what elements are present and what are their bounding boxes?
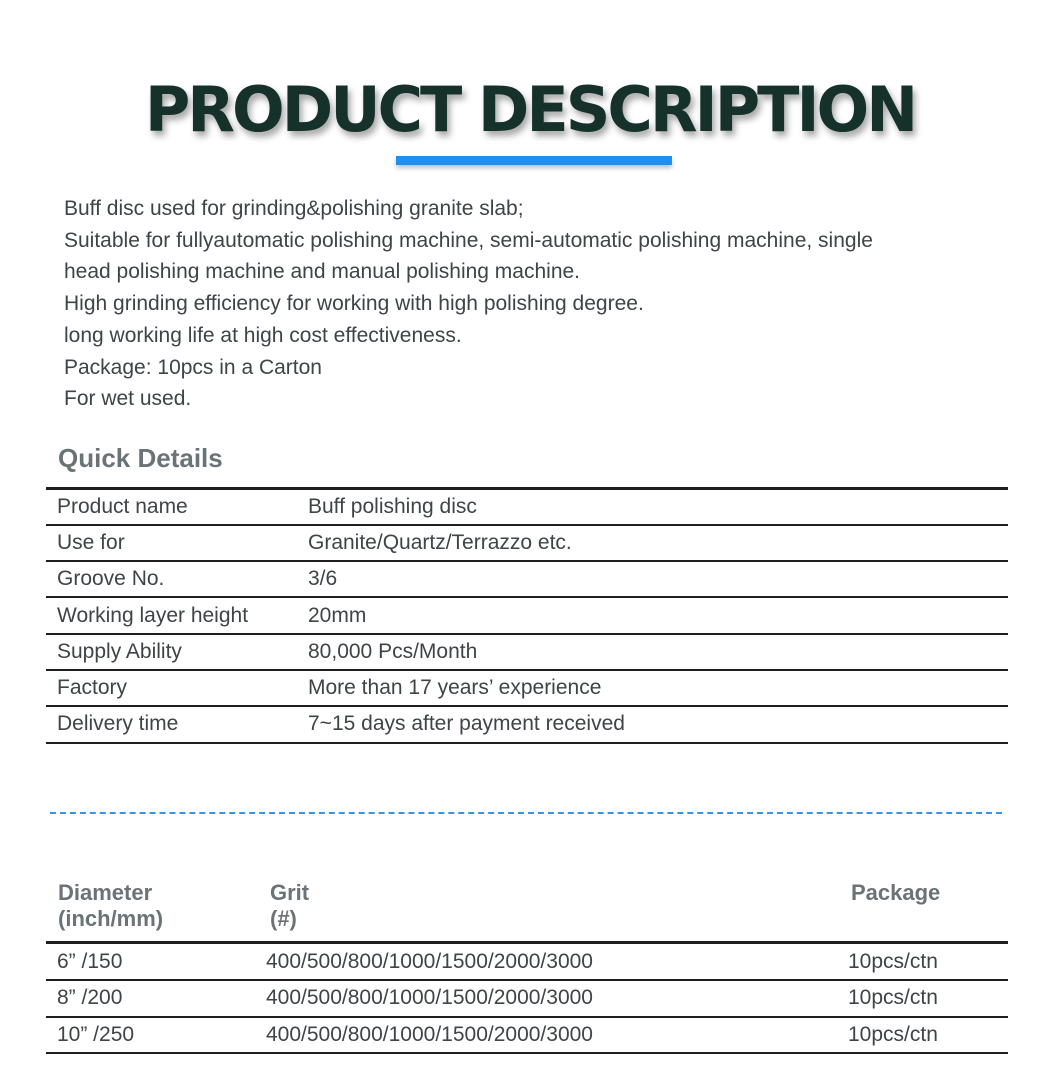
detail-value: 20mm: [308, 597, 1008, 633]
quick-details-title: Quick Details: [58, 443, 223, 473]
detail-value: 3/6: [308, 561, 1008, 597]
table-row: [46, 1017, 1008, 1053]
table-row: [46, 525, 1008, 561]
dashed-divider: [50, 812, 1002, 814]
header-diameter: [58, 880, 163, 932]
description-line: Suitable for fullyautomatic polishing machine, semi-automatic polishing machine, single: [64, 228, 873, 252]
detail-value: 80,000 Pcs/Month: [308, 634, 1008, 670]
package-cell: 10pcs/ctn: [848, 1017, 1008, 1053]
description-line: long working life at high cost effectiveness.: [64, 323, 462, 347]
detail-label: Working layer height: [46, 597, 308, 633]
detail-label: Product name: [46, 489, 308, 525]
header-diameter-line: Diameter: [58, 880, 153, 905]
header-grit-unit: (#): [270, 906, 297, 931]
header-diameter-unit: (inch/mm): [58, 906, 164, 931]
description-line: Package: 10pcs in a Carton: [64, 355, 322, 379]
table-row: [46, 489, 1008, 525]
table-row: [46, 706, 1008, 742]
description-line: head polishing machine and manual polishing machine.: [64, 260, 581, 284]
description-line: High grinding efficiency for working with high polishing degree.: [64, 292, 644, 316]
grit-cell: 400/500/800/1000/1500/2000/3000: [266, 980, 848, 1016]
detail-label: Supply Ability: [46, 634, 308, 670]
detail-value: 7~15 days after payment received: [308, 706, 1008, 742]
table-row: [46, 670, 1008, 706]
description-line: For wet used.: [64, 387, 192, 411]
diameter-cell: 6” /150: [46, 944, 266, 980]
package-cell: 10pcs/ctn: [848, 980, 1008, 1016]
description-line: Buff disc used for grinding&polishing granite slab;: [64, 197, 524, 220]
diameter-cell: 10” /250: [46, 1017, 266, 1053]
page-title: PRODUCT DESCRIPTION: [144, 73, 916, 146]
table-row: [46, 980, 1008, 1016]
grit-cell: 400/500/800/1000/1500/2000/3000: [266, 944, 848, 980]
detail-label: Groove No.: [46, 561, 308, 597]
spec-table-header: [58, 880, 1008, 940]
header-grit-line: Grit: [270, 880, 310, 905]
description-list: [64, 193, 1024, 415]
table-row: [46, 634, 1008, 670]
package-cell: 10pcs/ctn: [848, 944, 1008, 980]
table-row: [46, 944, 1008, 980]
header-package: Package: [851, 880, 941, 905]
quick-details-table: [46, 487, 1008, 744]
detail-value: More than 17 years’ experience: [308, 670, 1008, 706]
detail-label: Use for: [46, 525, 308, 561]
header-grit: [270, 880, 309, 932]
detail-value: Granite/Quartz/Terrazzo etc.: [308, 525, 1008, 561]
table-row: [46, 597, 1008, 633]
detail-label: Factory: [46, 670, 308, 706]
spec-table: [46, 944, 1008, 1054]
detail-value: Buff polishing disc: [308, 489, 1008, 525]
grit-cell: 400/500/800/1000/1500/2000/3000: [266, 1017, 848, 1053]
diameter-cell: 8” /200: [46, 980, 266, 1016]
title-underline: [396, 156, 672, 165]
detail-label: Delivery time: [46, 706, 308, 742]
table-row: [46, 561, 1008, 597]
